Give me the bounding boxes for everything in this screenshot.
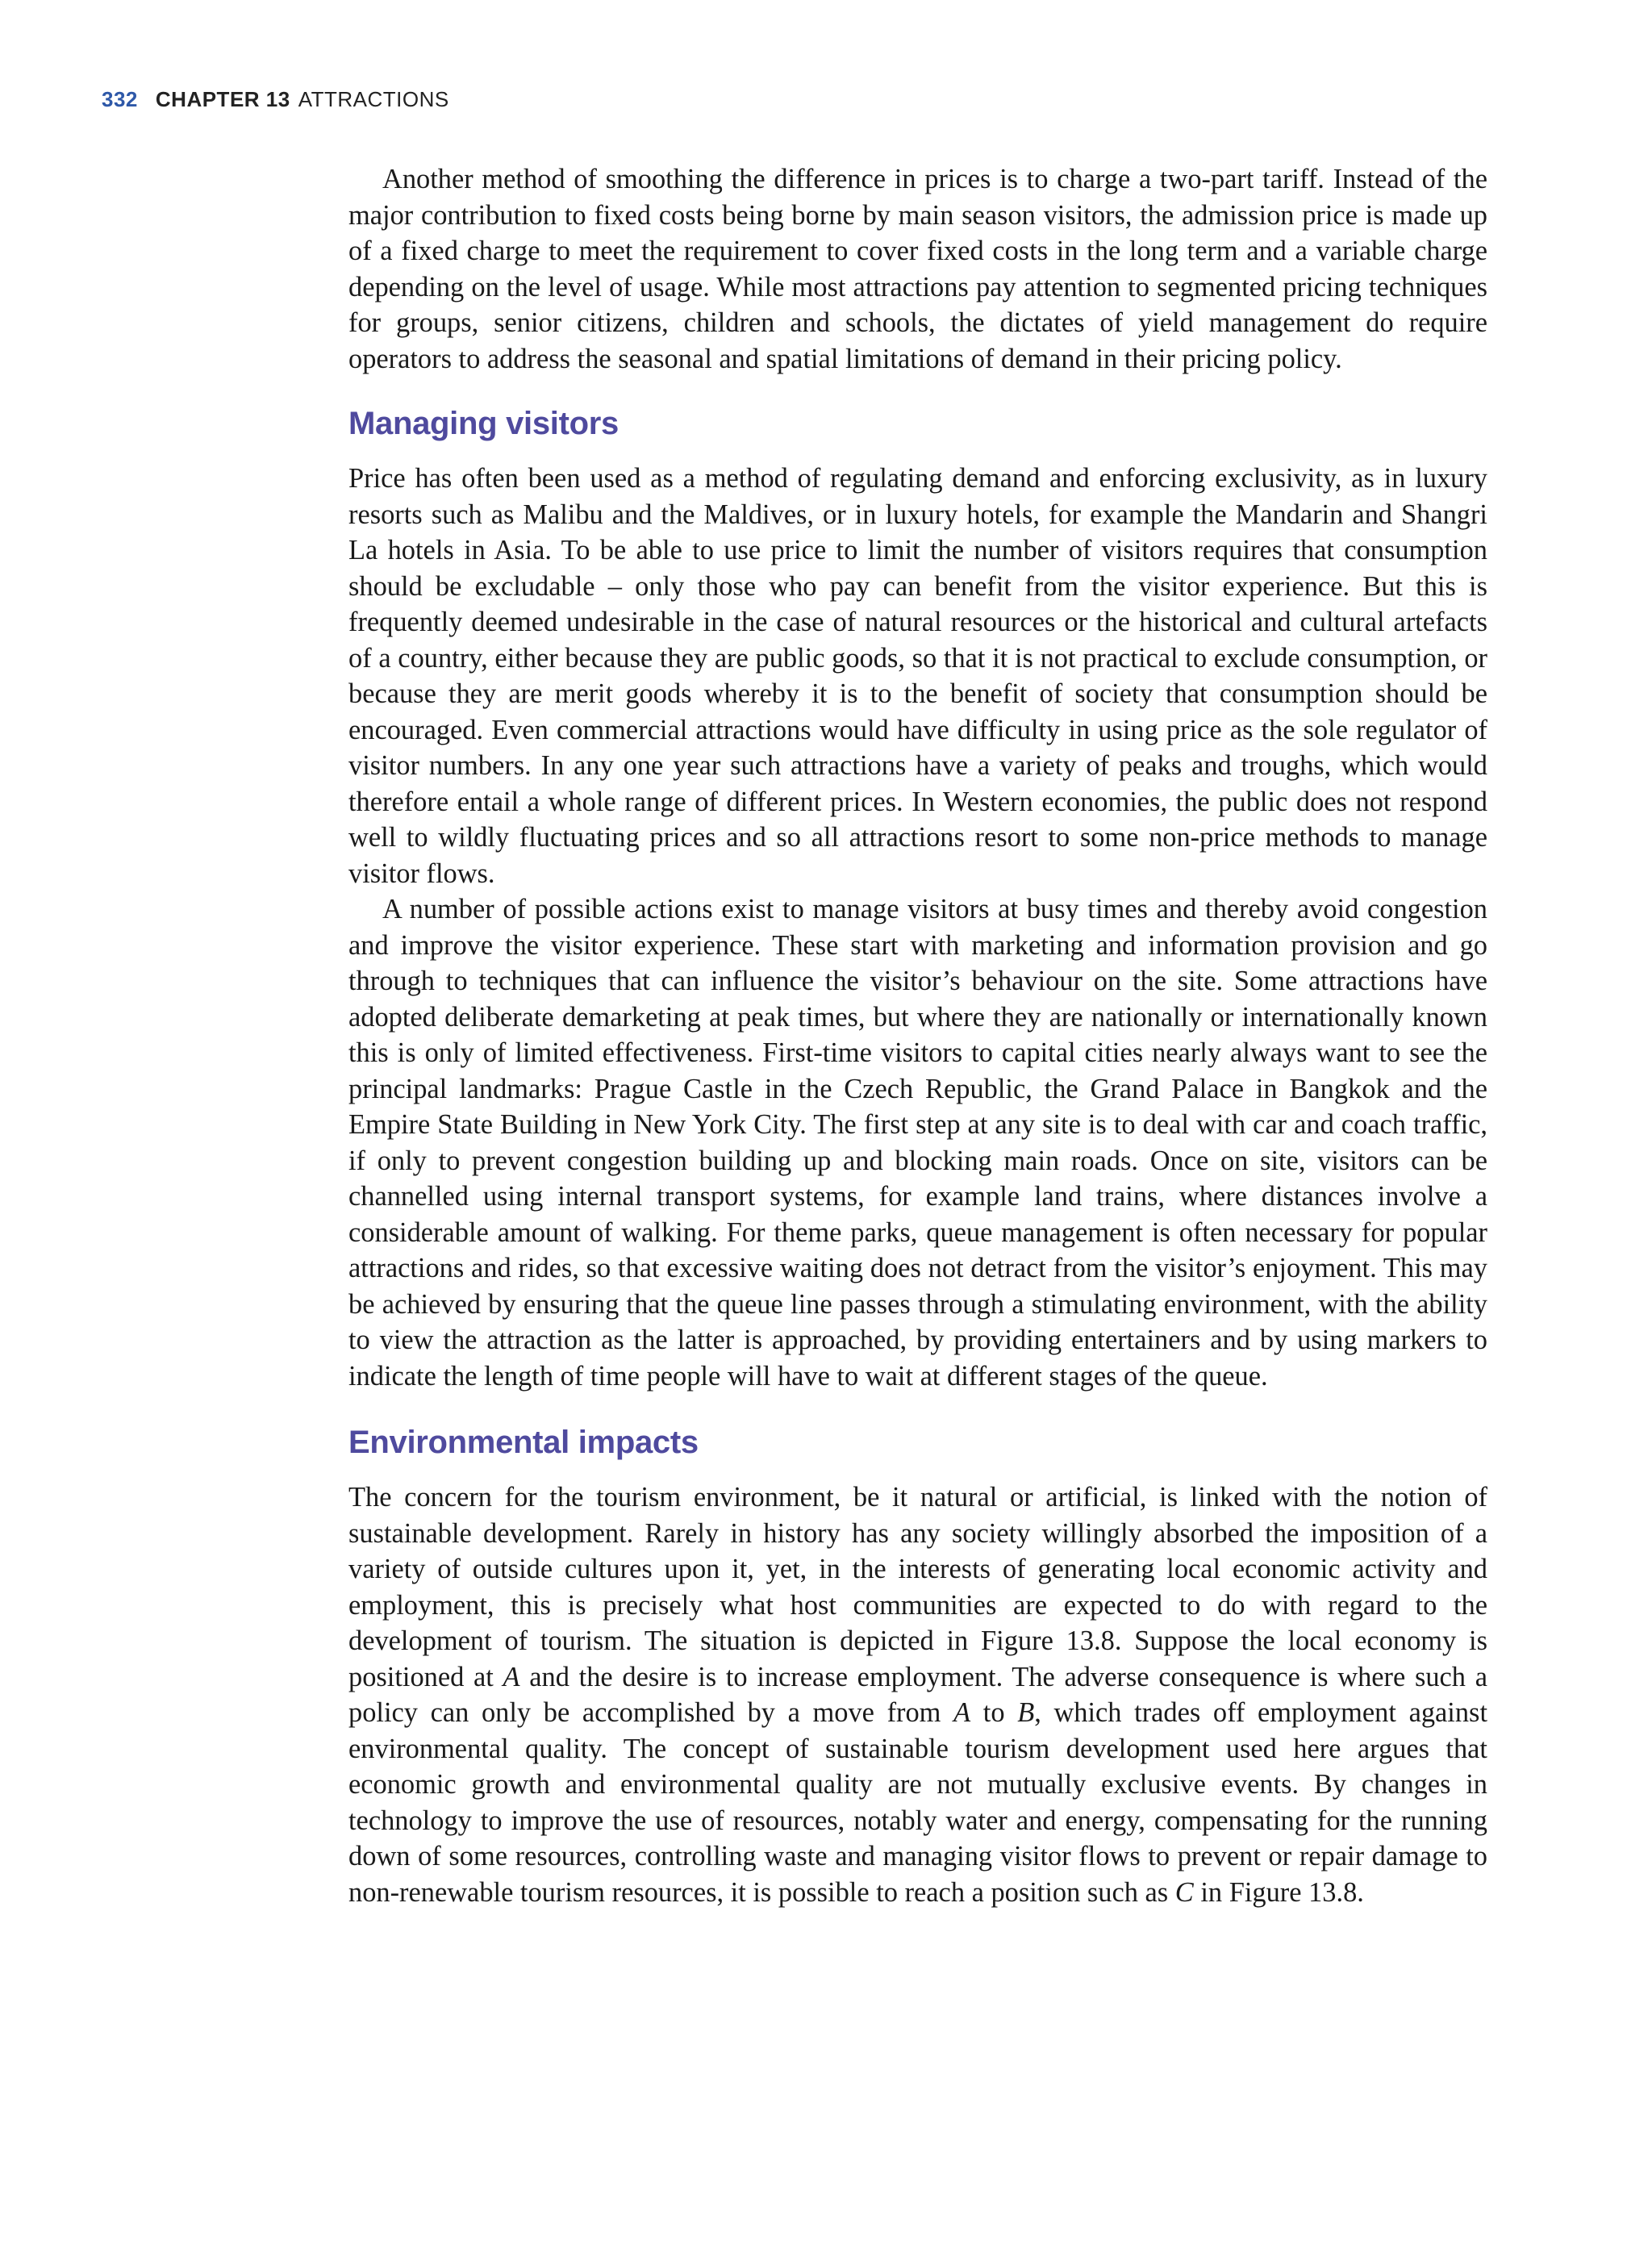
- point-label-b: B: [1017, 1697, 1035, 1728]
- point-label-a: A: [503, 1661, 520, 1692]
- paragraph-two-part-tariff: Another method of smoothing the difference in prices is to charge a two-part tariff. Instead of the major contribution to fixed costs being borne by main season visitors, the admission price is made up of a fixed charge to meet the requirement to cover fixed costs in the long term and a variable charge depending on the level of usage. While most attractions pay attention to segmented pricing techniques for groups, senior citizens, children and schools, the dictates of yield management do require operators to address the seasonal and spatial limitations of demand in their pricing policy.: [348, 164, 1487, 374]
- section-heading-managing-visitors: Managing visitors: [348, 406, 619, 441]
- point-label-a: A: [953, 1697, 971, 1728]
- text-run: The concern for the tourism environment, be it natural or artificial, is linked with the notion of sustainable development. Rarely in history has any society willingly absorbed the imposition of a variety of outside cultures upon it, yet, in the interests of generating local economic activity and employment, this is precisely what host communities are expected to do with regard to the development of tourism. The situation is depicted in Figure 13.8. Suppose the local economy is positioned at: [348, 1482, 1487, 1692]
- text-run: , which trades off employment against environmental quality. The concept of sustainable tourism development used here argues that economic growth and environmental quality are not mutually exclusive events. By changes in technology to improve the use of resources, notably water and energy, compensating for the running down of some resources, controlling waste and managing visitor flows to prevent or repair damage to non-renewable tourism resources, it is possible to reach a position such as: [348, 1697, 1487, 1908]
- paragraph-sustainable-development: [348, 1479, 1487, 1910]
- paragraph-price-regulation: Price has often been used as a method of regulating demand and enforcing exclusivity, as in luxury resorts such as Malibu and the Maldives, or in luxury hotels, for example the Mandarin and Shangri La hotels in Asia. To be able to use price to limit the number of visitors requires that consumption should be excludable – only those who pay can benefit from the visitor experience. But this is frequently deemed undesirable in the case of natural resources or the historical and cultural artefacts of a country, either because they are public goods, so that it is not practical to exclude consumption, or because they are merit goods whereby it is to the benefit of society that consumption should be encouraged. Even commercial attractions would have difficulty in using price as the sole regulator of visitor numbers. In any one year such attractions have a variety of peaks and troughs, which would therefore entail a whole range of different prices. In Western economies, the public does not respond well to wildly fluctuating prices and so all attractions resort to some non-price methods to manage visitor flows.: [348, 463, 1487, 889]
- text-run: in Figure 13.8.: [1200, 1876, 1364, 1908]
- point-label-c: C: [1174, 1876, 1194, 1908]
- chapter-label: CHAPTER 13: [155, 87, 290, 111]
- paragraph-visitor-actions: A number of possible actions exist to manage visitors at busy times and thereby avoid congestion and improve the visitor experience. These start with marketing and information provision and go through to techniques that can influence the visitor’s behaviour on the site. Some attractions have adopted deliberate demarketing at peak times, but where they are nationally or internationally known this is only of limited effectiveness. First-time visitors to capital cities nearly always want to see the principal landmarks: Prague Castle in the Czech Republic, the Grand Palace in Bangkok and the Empire State Building in New York City. The first step at any site is to deal with car and coach traffic, if only to prevent congestion building up and blocking main roads. Once on site, visitors can be channelled using internal transport systems, for example land trains, where distances involve a considerable amount of walking. For theme parks, queue management is often necessary for popular attractions and rides, so that excessive waiting does not detract from the visitor’s enjoyment. This may be achieved by ensuring that the queue line passes through a stimulating environment, with the ability to view the attraction as the latter is approached, by providing entertainers and by using markers to indicate the length of time people will have to wait at different stages of the queue.: [348, 894, 1487, 1392]
- section-heading-environmental-impacts: Environmental impacts: [348, 1425, 699, 1460]
- running-head: [102, 87, 449, 112]
- page-body: [348, 161, 1487, 1910]
- text-run: and the desire is to increase employment. The adverse consequence is where such a policy can only be accomplished by a move from: [348, 1661, 1487, 1728]
- chapter-title: ATTRACTIONS: [298, 87, 449, 111]
- text-run: to: [982, 1697, 1005, 1728]
- page-number: 332: [102, 87, 138, 111]
